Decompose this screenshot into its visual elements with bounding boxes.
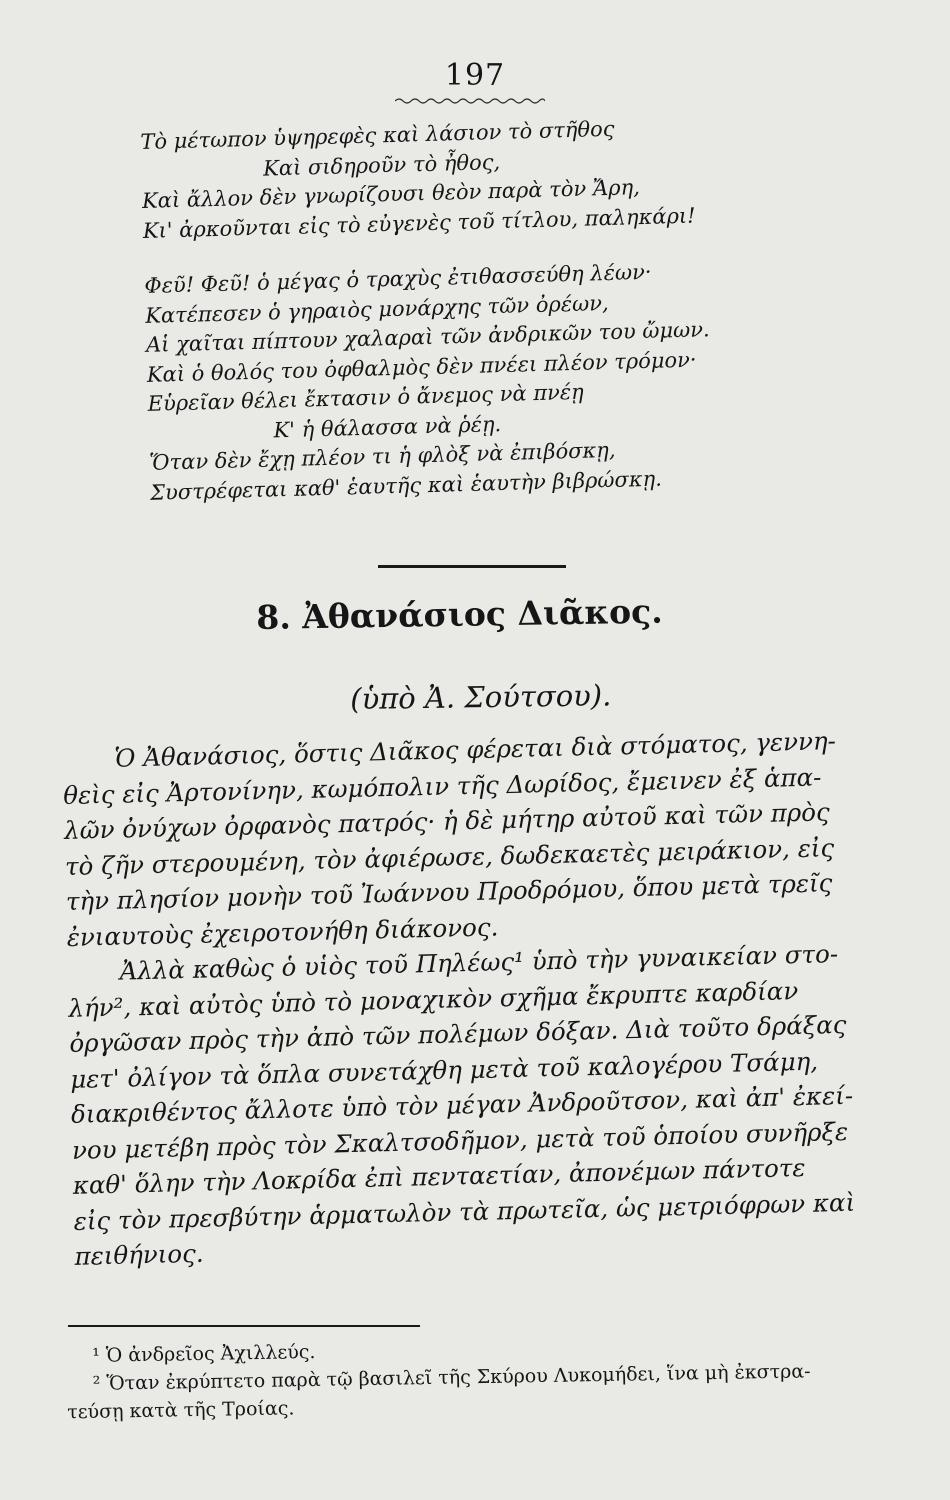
page-number: 197 [444, 58, 506, 93]
prose-line: διακριθέντος ἄλλοτε ὑπὸ τὸν μέγαν Ἀνδροῦτσον, καὶ ἀπ' ἐκεί- [70, 1080, 854, 1129]
prose-body [62, 721, 915, 1274]
poem-line: Κι' ἀρκοῦνται εἰς τὸ εὐγενὲς τοῦ τίτλου, παληκάρι! [142, 203, 696, 243]
prose-line: εἰς τὸν πρεσβύτην ἁρματωλὸν τὰ πρωτεῖα, ὡς μετριόφρων καὶ [73, 1187, 856, 1236]
section-title: 8. Ἀθανάσιος Διᾶκος. [256, 591, 663, 637]
prose-line: καθ' ὅλην τὴν Λοκρίδα ἐπὶ πενταετίαν, ἀπονέμων πάντοτε [72, 1152, 806, 1200]
footnote-line: ² Ὅταν ἐκρύπτετο παρὰ τῷ βασιλεῖ τῆς Σκύρου Λυκομήδει, ἵνα μὴ ἐκστρα- [92, 1360, 811, 1395]
prose-line: μετ' ὀλίγον τὰ ὅπλα συνετάχθη μετὰ τοῦ καλογέρου Τσάμη, [69, 1046, 819, 1094]
footnote-line: τεύσῃ κατὰ τῆς Τροίας. [67, 1397, 295, 1424]
poem-line: Καὶ σιδηροῦν τὸ ἦθος, [262, 149, 501, 181]
prose-line: ἐνιαυτοὺς ἐχειροτονήθη διάκονος. [66, 911, 499, 952]
section-divider [378, 565, 566, 568]
poem-stanza [140, 110, 810, 508]
prose-line: λῶν ὀνύχων ὀρφανὸς πατρός· ἡ δὲ μήτηρ αὐτοῦ καὶ τῶν πρὸς [63, 797, 830, 845]
prose-line: τὴν πλησίον μονὴν τοῦ Ἰωάννου Προδρόμου, ὅπου μετὰ τρεῖς [65, 868, 833, 916]
poem-line: Αἱ χαῖται πίπτουν χαλαραὶ τῶν ἀνδρικῶν του ὤμων. [145, 317, 710, 357]
footnote-line: ¹ Ὁ ἀνδρεῖος Ἀχιλλεύς. [92, 1340, 316, 1367]
prose-line: λήν², καὶ αὐτὸς ὑπὸ τὸ μοναχικὸν σχῆμα ἔκρυπτε καρδίαν [68, 975, 799, 1023]
footnotes [67, 1328, 907, 1426]
prose-line: θεὶς εἰς Ἀρτονίνην, κωμόπολιν τῆς Δωρίδος, ἔμεινεν ἐξ ἁπα- [62, 761, 822, 810]
poem-line: Καὶ ἄλλον δὲν γνωρίζουσι θεὸν παρὰ τὸν Ἄρη, [141, 175, 641, 213]
poem-line: Κατέπεσεν ὁ γηραιὸς μονάρχης τῶν ὀρέων, [144, 290, 609, 328]
header-ornament [395, 96, 545, 106]
prose-line: πειθήνιος. [74, 1238, 204, 1271]
poem-line: Συστρέφεται καθ' ἑαυτῆς καὶ ἑαυτὴν βιβρώσκῃ. [149, 466, 663, 505]
poem-line: Ὅταν δὲν ἔχῃ πλέον τι ἡ φλὸξ νὰ ἐπιβόσκῃ, [149, 437, 616, 475]
poem-line: Φεῦ! Φεῦ! ὁ μέγας ὁ τραχὺς ἐτιθασσεύθη λέων· [144, 259, 652, 298]
footnote-divider [68, 1325, 420, 1327]
prose-line: ὀργῶσαν πρὸς τὴν ἀπὸ τῶν πολέμων δόξαν. Διὰ τοῦτο δράξας [69, 1009, 847, 1058]
poem-line: Τὸ μέτωπον ὑψηρεφὲς καὶ λάσιον τὸ στῆθος [140, 116, 615, 154]
prose-line: Ἀλλὰ καθὼς ὁ υἱὸς τοῦ Πηλέως¹ ὑπὸ τὴν γυναικείαν στο- [119, 939, 839, 986]
prose-line: νου μετέβη πρὸς τὸν Σκαλτσοδῆμον, μετὰ τοῦ ὁποίου συνῆρξε [71, 1116, 849, 1165]
poem-line: Καὶ ὁ θολός του ὀφθαλμὸς δὲν πνέει πλέον τρόμον· [146, 347, 697, 387]
prose-line: τὸ ζῆν στερουμένη, τὸν ἀφιέρωσε, δωδεκαετὲς μειράκιον, εἰς [64, 832, 835, 881]
poem-line: Εὑρεῖαν θέλει ἔκτασιν ὁ ἄνεμος νὰ πνέῃ [147, 379, 584, 416]
section-author: (ὑπὸ Ἀ. Σούτσου). [350, 678, 612, 716]
poem-line: Κ' ἡ θάλασσα νὰ ῥέῃ. [273, 411, 502, 442]
prose-line: Ὁ Ἀθανάσιος, ὅστις Διᾶκος φέρεται διὰ στόματος, γεννη- [114, 726, 837, 773]
